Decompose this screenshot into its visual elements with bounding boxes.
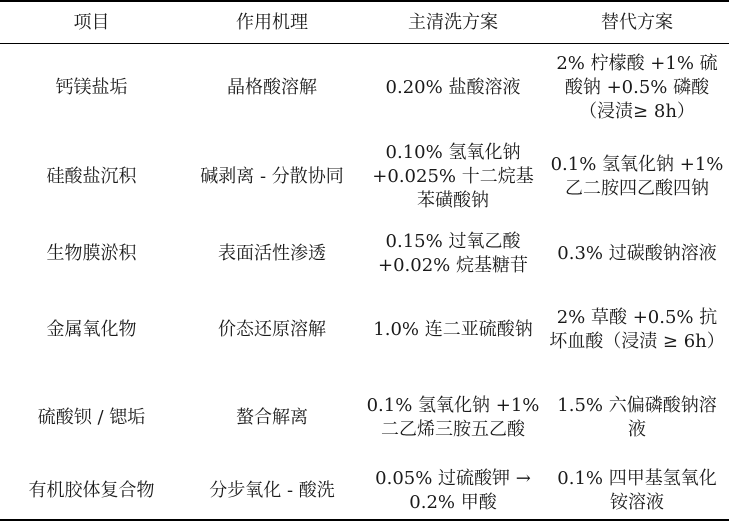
- table-cell: [361, 462, 545, 519]
- table-cell: [361, 374, 545, 462]
- table-cell: [0, 44, 183, 132]
- table-cell: [545, 222, 729, 286]
- table-bottom-rule: [0, 519, 729, 521]
- cell-text: 0.3% 过碳酸钠溶液: [557, 243, 717, 264]
- cell-text: 硫酸钡 / 锶垢: [37, 407, 146, 428]
- cell-text: 2% 柠檬酸 +1% 硫酸钠 +0.5% 磷酸（浸渍≥ 8h）: [556, 53, 718, 122]
- table-cell: [0, 374, 183, 462]
- table-cell: [361, 222, 545, 286]
- cell-text: 金属氧化物: [46, 319, 137, 340]
- cell-text: 0.1% 氢氧化钠 +1% 二乙烯三胺五乙酸: [366, 395, 540, 440]
- cell-text: 0.05% 过硫酸钾 → 0.2% 甲酸: [375, 467, 531, 513]
- cell-text: 生物膜淤积: [46, 243, 137, 264]
- column-header-item: [0, 2, 183, 43]
- table-cell: [183, 374, 361, 462]
- table-cell: [0, 462, 183, 519]
- table-cell: [361, 44, 545, 132]
- cell-text: 1.0% 连二亚硫酸钠: [373, 319, 533, 340]
- table-cell: [183, 132, 361, 222]
- cell-text: 螯合解离: [236, 407, 308, 428]
- table-cell: [545, 374, 729, 462]
- table-cell: [183, 222, 361, 286]
- cell-text: 价态还原溶解: [218, 319, 326, 340]
- header-label: 主清洗方案: [408, 11, 498, 33]
- cell-text: 1.5% 六偏磷酸钠溶液: [557, 395, 717, 440]
- header-label: 作用机理: [236, 11, 308, 33]
- cell-text: 分步氧化 - 酸洗: [209, 479, 335, 501]
- header-label: 替代方案: [601, 11, 673, 33]
- table-cell: [0, 286, 183, 374]
- table-cell: [361, 132, 545, 222]
- header-label: 项目: [73, 11, 110, 33]
- table-cell: [545, 44, 729, 132]
- cell-text: 表面活性渗透: [218, 243, 326, 264]
- cell-text: 晶格酸溶解: [227, 77, 317, 98]
- cell-text: 硅酸盐沉积: [46, 166, 137, 187]
- table-cell: [545, 132, 729, 222]
- cell-text: 碱剥离 - 分散协同: [200, 166, 344, 187]
- table-cell: [361, 286, 545, 374]
- table-cell: [545, 462, 729, 519]
- table-cell: [183, 286, 361, 374]
- cell-text: 0.1% 氢氧化钠 +1% 乙二胺四乙酸四钠: [550, 154, 724, 199]
- cell-text: 0.10% 氢氧化钠 +0.025% 十二烷基苯磺酸钠: [372, 142, 534, 211]
- cell-text: 2% 草酸 +0.5% 抗坏血酸（浸渍 ≥ 6h）: [549, 307, 725, 352]
- column-header-alt-scheme: [545, 2, 729, 43]
- cell-text: 有机胶体复合物: [28, 479, 155, 501]
- column-header-main-scheme: [361, 2, 545, 43]
- column-header-mechanism: [183, 2, 361, 43]
- table-cell: [183, 44, 361, 132]
- table-cell: [545, 286, 729, 374]
- table-cell: [183, 462, 361, 519]
- cell-text: 0.20% 盐酸溶液: [385, 77, 521, 98]
- table-cell: [0, 222, 183, 286]
- table-cell: [0, 132, 183, 222]
- cell-text: 钙镁盐垢: [55, 77, 128, 98]
- cell-text: 0.15% 过氧乙酸 +0.02% 烷基糖苷: [378, 231, 528, 276]
- cell-text: 0.1% 四甲基氢氧化铵溶液: [557, 467, 717, 513]
